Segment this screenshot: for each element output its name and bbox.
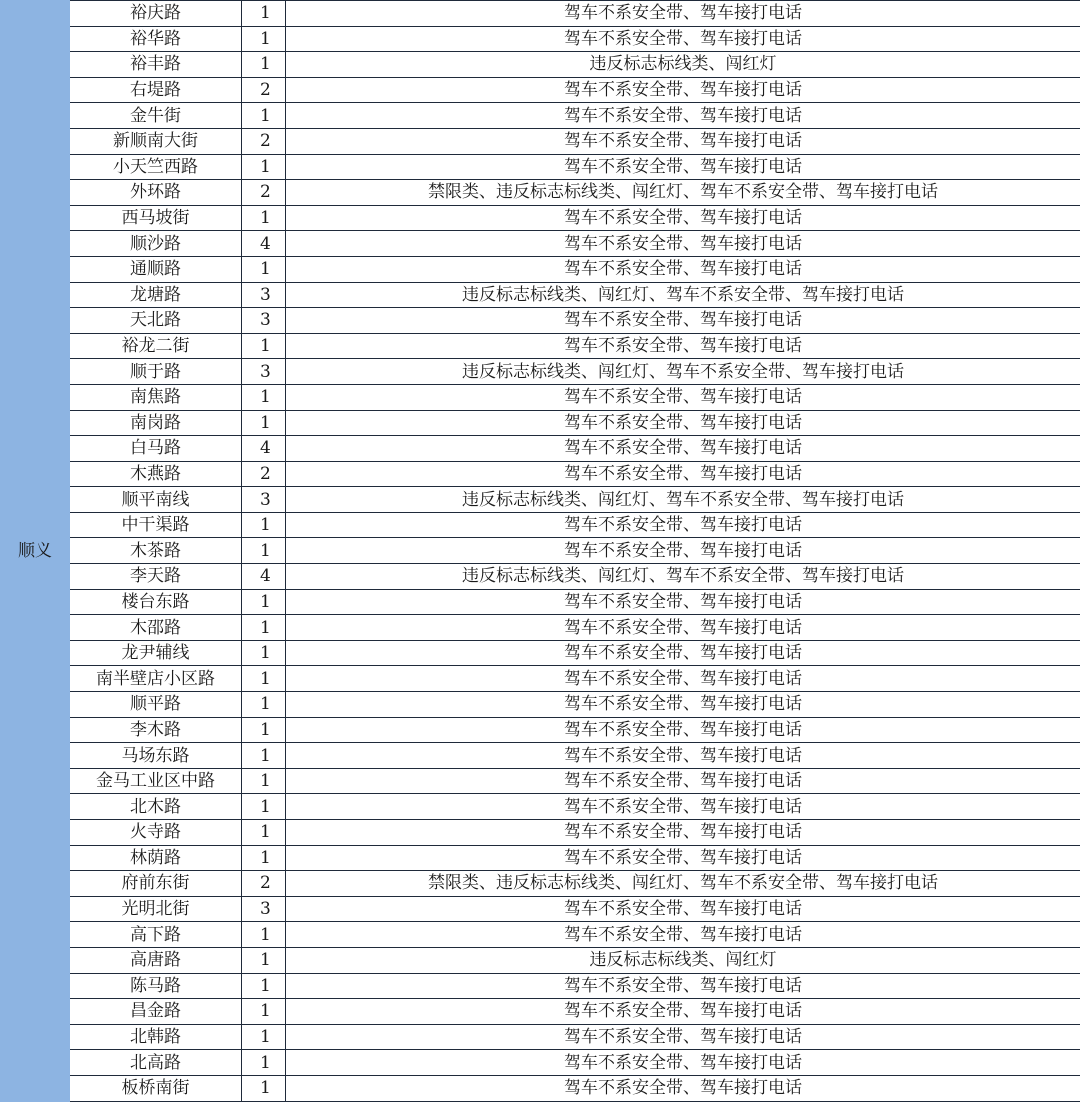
violation-types-cell: 驾车不系安全带、驾车接打电话 bbox=[286, 615, 1080, 641]
violation-types-cell: 驾车不系安全带、驾车接打电话 bbox=[286, 999, 1080, 1025]
violation-types-cell: 禁限类、违反标志标线类、闯红灯、驾车不系安全带、驾车接打电话 bbox=[286, 871, 1080, 897]
road-name-cell: 陈马路 bbox=[70, 973, 242, 999]
violation-types-cell: 驾车不系安全带、驾车接打电话 bbox=[286, 410, 1080, 436]
table-row bbox=[1, 436, 1080, 462]
table-row bbox=[1, 589, 1080, 615]
violation-types-cell: 驾车不系安全带、驾车接打电话 bbox=[286, 77, 1080, 103]
count-cell: 2 bbox=[242, 180, 286, 206]
violation-types-cell: 驾车不系安全带、驾车接打电话 bbox=[286, 231, 1080, 257]
violation-types-cell: 违反标志标线类、闯红灯、驾车不系安全带、驾车接打电话 bbox=[286, 564, 1080, 590]
road-name-cell: 李木路 bbox=[70, 717, 242, 743]
table-row bbox=[1, 1075, 1080, 1101]
violation-types-cell: 驾车不系安全带、驾车接打电话 bbox=[286, 820, 1080, 846]
table-row bbox=[1, 333, 1080, 359]
violation-types-cell: 驾车不系安全带、驾车接打电话 bbox=[286, 128, 1080, 154]
road-name-cell: 龙尹辅线 bbox=[70, 640, 242, 666]
count-cell: 3 bbox=[242, 359, 286, 385]
violation-types-cell: 驾车不系安全带、驾车接打电话 bbox=[286, 256, 1080, 282]
count-cell: 1 bbox=[242, 384, 286, 410]
count-cell: 1 bbox=[242, 820, 286, 846]
count-cell: 1 bbox=[242, 666, 286, 692]
count-cell: 1 bbox=[242, 589, 286, 615]
table-row bbox=[1, 308, 1080, 334]
table-row bbox=[1, 1024, 1080, 1050]
table-row bbox=[1, 743, 1080, 769]
road-name-cell: 裕庆路 bbox=[70, 1, 242, 27]
road-name-cell: 马场东路 bbox=[70, 743, 242, 769]
table-row bbox=[1, 512, 1080, 538]
table-row bbox=[1, 973, 1080, 999]
violation-types-cell: 驾车不系安全带、驾车接打电话 bbox=[286, 436, 1080, 462]
violation-types-cell: 驾车不系安全带、驾车接打电话 bbox=[286, 308, 1080, 334]
count-cell: 1 bbox=[242, 947, 286, 973]
count-cell: 1 bbox=[242, 1024, 286, 1050]
count-cell: 1 bbox=[242, 640, 286, 666]
count-cell: 1 bbox=[242, 512, 286, 538]
table-row bbox=[1, 282, 1080, 308]
road-name-cell: 外环路 bbox=[70, 180, 242, 206]
road-name-cell: 木燕路 bbox=[70, 461, 242, 487]
road-name-cell: 北木路 bbox=[70, 794, 242, 820]
table-row bbox=[1, 180, 1080, 206]
road-name-cell: 新顺南大街 bbox=[70, 128, 242, 154]
table-row bbox=[1, 820, 1080, 846]
road-name-cell: 板桥南街 bbox=[70, 1075, 242, 1101]
violation-types-cell: 驾车不系安全带、驾车接打电话 bbox=[286, 103, 1080, 129]
violation-types-cell: 驾车不系安全带、驾车接打电话 bbox=[286, 205, 1080, 231]
table-row bbox=[1, 896, 1080, 922]
count-cell: 3 bbox=[242, 282, 286, 308]
count-cell: 1 bbox=[242, 999, 286, 1025]
road-name-cell: 林荫路 bbox=[70, 845, 242, 871]
count-cell: 1 bbox=[242, 52, 286, 78]
road-name-cell: 顺平南线 bbox=[70, 487, 242, 513]
count-cell: 2 bbox=[242, 871, 286, 897]
table-row bbox=[1, 77, 1080, 103]
violation-types-cell: 违反标志标线类、闯红灯 bbox=[286, 52, 1080, 78]
road-name-cell: 南半壁店小区路 bbox=[70, 666, 242, 692]
count-cell: 1 bbox=[242, 845, 286, 871]
table-row bbox=[1, 103, 1080, 129]
count-cell: 4 bbox=[242, 564, 286, 590]
table-row bbox=[1, 384, 1080, 410]
count-cell: 1 bbox=[242, 922, 286, 948]
count-cell: 1 bbox=[242, 692, 286, 718]
table-row bbox=[1, 666, 1080, 692]
count-cell: 3 bbox=[242, 896, 286, 922]
table-row bbox=[1, 256, 1080, 282]
table-row bbox=[1, 128, 1080, 154]
violation-types-cell: 违反标志标线类、闯红灯、驾车不系安全带、驾车接打电话 bbox=[286, 359, 1080, 385]
road-name-cell: 木茶路 bbox=[70, 538, 242, 564]
table-row bbox=[1, 564, 1080, 590]
table-row bbox=[1, 487, 1080, 513]
violation-types-cell: 驾车不系安全带、驾车接打电话 bbox=[286, 666, 1080, 692]
violation-types-cell: 禁限类、违反标志标线类、闯红灯、驾车不系安全带、驾车接打电话 bbox=[286, 180, 1080, 206]
table-row bbox=[1, 717, 1080, 743]
table-row bbox=[1, 615, 1080, 641]
road-name-cell: 小天竺西路 bbox=[70, 154, 242, 180]
table-row bbox=[1, 640, 1080, 666]
table-row bbox=[1, 768, 1080, 794]
road-name-cell: 天北路 bbox=[70, 308, 242, 334]
violation-types-cell: 驾车不系安全带、驾车接打电话 bbox=[286, 973, 1080, 999]
road-name-cell: 李天路 bbox=[70, 564, 242, 590]
road-name-cell: 火寺路 bbox=[70, 820, 242, 846]
violation-types-cell: 驾车不系安全带、驾车接打电话 bbox=[286, 896, 1080, 922]
count-cell: 1 bbox=[242, 26, 286, 52]
road-name-cell: 右堤路 bbox=[70, 77, 242, 103]
road-name-cell: 高下路 bbox=[70, 922, 242, 948]
violation-types-cell: 驾车不系安全带、驾车接打电话 bbox=[286, 461, 1080, 487]
road-name-cell: 南焦路 bbox=[70, 384, 242, 410]
road-name-cell: 南岗路 bbox=[70, 410, 242, 436]
road-name-cell: 裕龙二街 bbox=[70, 333, 242, 359]
road-name-cell: 顺平路 bbox=[70, 692, 242, 718]
table-row bbox=[1, 231, 1080, 257]
table-row bbox=[1, 871, 1080, 897]
road-name-cell: 金马工业区中路 bbox=[70, 768, 242, 794]
count-cell: 1 bbox=[242, 743, 286, 769]
count-cell: 1 bbox=[242, 615, 286, 641]
road-name-cell: 裕丰路 bbox=[70, 52, 242, 78]
road-name-cell: 昌金路 bbox=[70, 999, 242, 1025]
road-name-cell: 府前东街 bbox=[70, 871, 242, 897]
violation-types-cell: 驾车不系安全带、驾车接打电话 bbox=[286, 768, 1080, 794]
district-cell: 顺义 bbox=[1, 1, 70, 1102]
violation-types-cell: 违反标志标线类、闯红灯、驾车不系安全带、驾车接打电话 bbox=[286, 282, 1080, 308]
violation-types-cell: 驾车不系安全带、驾车接打电话 bbox=[286, 692, 1080, 718]
violation-types-cell: 驾车不系安全带、驾车接打电话 bbox=[286, 717, 1080, 743]
table-row bbox=[1, 410, 1080, 436]
road-name-cell: 光明北街 bbox=[70, 896, 242, 922]
table-row bbox=[1, 1050, 1080, 1076]
count-cell: 1 bbox=[242, 103, 286, 129]
table-row bbox=[1, 538, 1080, 564]
road-name-cell: 高唐路 bbox=[70, 947, 242, 973]
count-cell: 4 bbox=[242, 436, 286, 462]
violation-types-cell: 驾车不系安全带、驾车接打电话 bbox=[286, 845, 1080, 871]
table-row bbox=[1, 794, 1080, 820]
count-cell: 1 bbox=[242, 973, 286, 999]
count-cell: 1 bbox=[242, 1, 286, 27]
violation-types-cell: 驾车不系安全带、驾车接打电话 bbox=[286, 333, 1080, 359]
table-row bbox=[1, 461, 1080, 487]
table-row bbox=[1, 845, 1080, 871]
road-name-cell: 裕华路 bbox=[70, 26, 242, 52]
violation-types-cell: 违反标志标线类、闯红灯 bbox=[286, 947, 1080, 973]
table-row bbox=[1, 1, 1080, 27]
violation-types-cell: 驾车不系安全带、驾车接打电话 bbox=[286, 743, 1080, 769]
violation-types-cell: 驾车不系安全带、驾车接打电话 bbox=[286, 538, 1080, 564]
road-name-cell: 木邵路 bbox=[70, 615, 242, 641]
count-cell: 1 bbox=[242, 768, 286, 794]
table-row bbox=[1, 26, 1080, 52]
table-row bbox=[1, 154, 1080, 180]
count-cell: 1 bbox=[242, 205, 286, 231]
road-name-cell: 中干渠路 bbox=[70, 512, 242, 538]
count-cell: 1 bbox=[242, 538, 286, 564]
violation-types-cell: 违反标志标线类、闯红灯、驾车不系安全带、驾车接打电话 bbox=[286, 487, 1080, 513]
count-cell: 1 bbox=[242, 1050, 286, 1076]
violation-types-cell: 驾车不系安全带、驾车接打电话 bbox=[286, 589, 1080, 615]
violation-types-cell: 驾车不系安全带、驾车接打电话 bbox=[286, 1075, 1080, 1101]
violation-types-cell: 驾车不系安全带、驾车接打电话 bbox=[286, 1, 1080, 27]
table-row bbox=[1, 999, 1080, 1025]
count-cell: 1 bbox=[242, 154, 286, 180]
violation-types-cell: 驾车不系安全带、驾车接打电话 bbox=[286, 922, 1080, 948]
road-name-cell: 顺于路 bbox=[70, 359, 242, 385]
table-row bbox=[1, 922, 1080, 948]
violation-types-cell: 驾车不系安全带、驾车接打电话 bbox=[286, 384, 1080, 410]
count-cell: 1 bbox=[242, 410, 286, 436]
count-cell: 2 bbox=[242, 77, 286, 103]
road-name-cell: 龙塘路 bbox=[70, 282, 242, 308]
road-name-cell: 西马坡街 bbox=[70, 205, 242, 231]
table-row bbox=[1, 359, 1080, 385]
count-cell: 2 bbox=[242, 461, 286, 487]
table-row bbox=[1, 692, 1080, 718]
count-cell: 2 bbox=[242, 128, 286, 154]
count-cell: 3 bbox=[242, 487, 286, 513]
violation-types-cell: 驾车不系安全带、驾车接打电话 bbox=[286, 512, 1080, 538]
violation-types-cell: 驾车不系安全带、驾车接打电话 bbox=[286, 640, 1080, 666]
count-cell: 1 bbox=[242, 256, 286, 282]
count-cell: 1 bbox=[242, 717, 286, 743]
road-name-cell: 白马路 bbox=[70, 436, 242, 462]
count-cell: 1 bbox=[242, 333, 286, 359]
count-cell: 4 bbox=[242, 231, 286, 257]
violation-table-body bbox=[1, 1, 1080, 1102]
road-name-cell: 北韩路 bbox=[70, 1024, 242, 1050]
road-name-cell: 通顺路 bbox=[70, 256, 242, 282]
count-cell: 1 bbox=[242, 1075, 286, 1101]
road-name-cell: 金牛街 bbox=[70, 103, 242, 129]
violation-types-cell: 驾车不系安全带、驾车接打电话 bbox=[286, 794, 1080, 820]
violation-types-cell: 驾车不系安全带、驾车接打电话 bbox=[286, 1050, 1080, 1076]
violation-types-cell: 驾车不系安全带、驾车接打电话 bbox=[286, 154, 1080, 180]
table-row bbox=[1, 205, 1080, 231]
table-row bbox=[1, 947, 1080, 973]
violation-types-cell: 驾车不系安全带、驾车接打电话 bbox=[286, 26, 1080, 52]
violation-types-cell: 驾车不系安全带、驾车接打电话 bbox=[286, 1024, 1080, 1050]
table-row bbox=[1, 52, 1080, 78]
road-name-cell: 北高路 bbox=[70, 1050, 242, 1076]
road-name-cell: 顺沙路 bbox=[70, 231, 242, 257]
count-cell: 1 bbox=[242, 794, 286, 820]
count-cell: 3 bbox=[242, 308, 286, 334]
road-name-cell: 楼台东路 bbox=[70, 589, 242, 615]
